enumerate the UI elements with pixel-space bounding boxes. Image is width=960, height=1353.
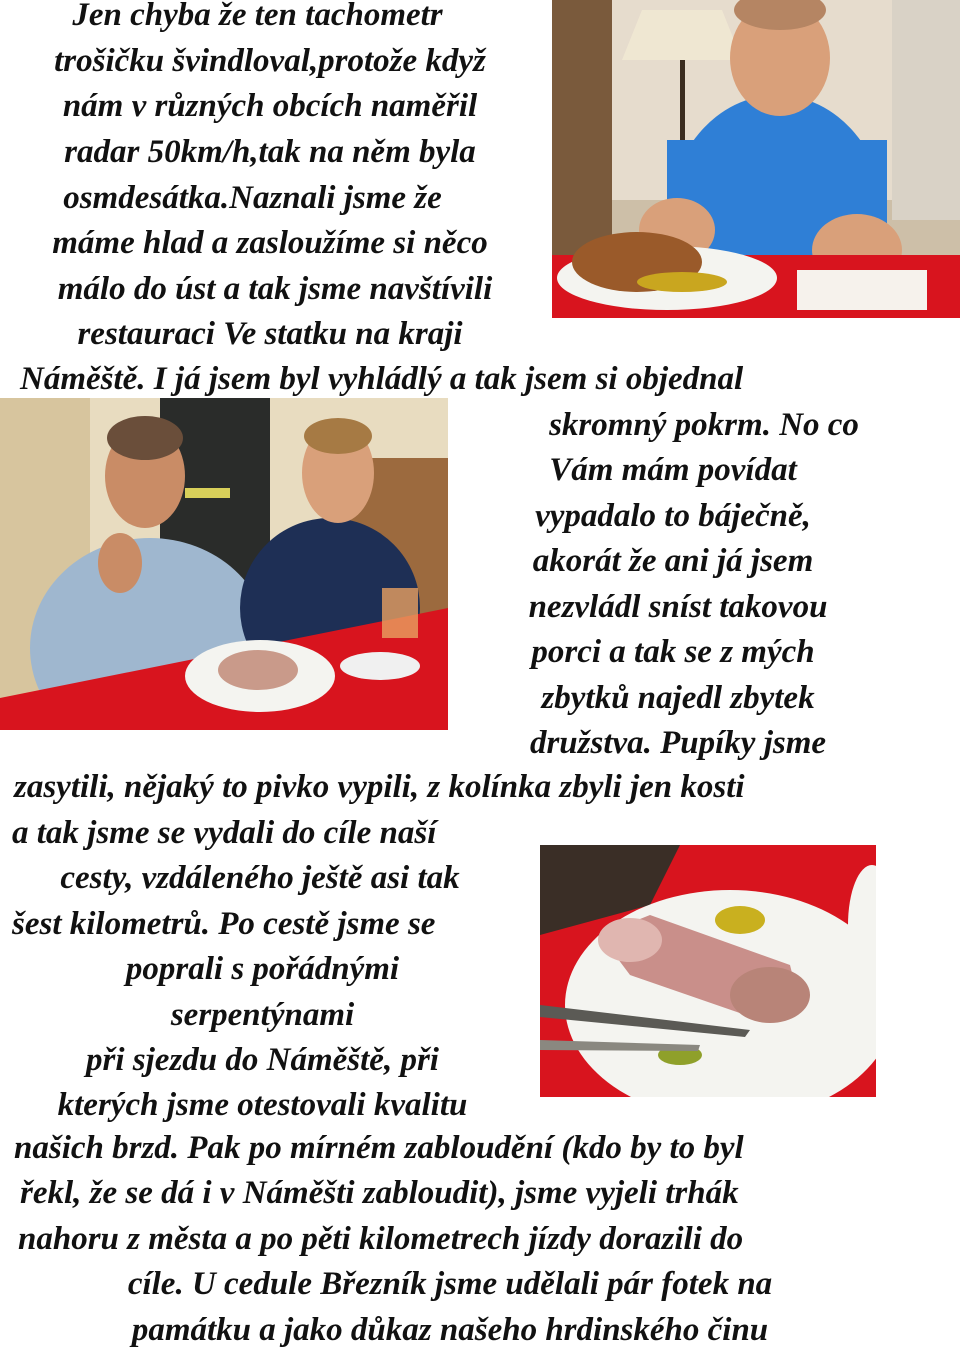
text-line: akorát že ani já jsem <box>532 543 814 579</box>
photo-plate-leftover-bone <box>540 845 876 1097</box>
text-line: málo do úst a tak jsme navštívili <box>57 271 493 307</box>
text-line: zbytků najedl zbytek <box>541 680 815 716</box>
text-line: řekl, že se dá i v Náměšti zabloudit), jsme vyjeli trhák <box>20 1175 739 1211</box>
text-line: poprali s pořádnými <box>125 951 400 987</box>
text-line: památku a jako důkaz našeho hrdinského činu <box>131 1312 769 1348</box>
text-line: nám v různých obcích naměřil <box>62 88 478 124</box>
text-line: radar 50km/h,tak na něm byla <box>64 134 476 170</box>
text-line: šest kilometrů. Po cestě jsme se <box>12 906 436 942</box>
text-line: Jen chyba že ten tachometr <box>72 0 443 33</box>
text-line: a tak jsme se vydali do cíle naší <box>12 815 437 851</box>
photo-two-men-at-table <box>0 398 448 730</box>
text-line: nezvládl sníst takovou <box>528 589 828 625</box>
text-line: zasytili, nějaký to pivko vypili, z kolínka zbyli jen kosti <box>14 769 745 805</box>
text-line: nahoru z města a po pěti kilometrech jízdy dorazili do <box>18 1221 744 1257</box>
text-line: restauraci Ve statku na kraji <box>77 316 463 352</box>
text-line: skromný pokrm. No co <box>549 407 859 443</box>
text-line: Vám mám povídat <box>549 452 797 488</box>
text-line: máme hlad a zasloužíme si něco <box>52 225 488 261</box>
text-line: kterých jsme otestovali kvalitu <box>57 1087 468 1123</box>
text-line: porci a tak se z mých <box>531 634 815 670</box>
text-line: družstva. Pupíky jsme <box>529 725 827 761</box>
text-line: osmdesátka.Naznali jsme že <box>63 180 442 216</box>
text-line: cíle. U cedule Březník jsme udělali pár fotek na <box>127 1266 773 1302</box>
photo-man-blue-shirt <box>552 0 960 318</box>
photo-two-men-at-table-image <box>0 398 448 730</box>
text-line: našich brzd. Pak po mírném zabloudění (kdo by to byl <box>14 1130 744 1166</box>
text-line: vypadalo to báječně, <box>535 498 811 534</box>
text-line: cesty, vzdáleného ještě asi tak <box>60 860 460 896</box>
text-line: serpentýnami <box>170 997 355 1033</box>
text-line: Náměště. I já jsem byl vyhládlý a tak jsem si objednal <box>20 361 744 397</box>
photo-man-blue-shirt-image <box>552 0 960 318</box>
text-line: trošičku švindloval,protože když <box>54 43 486 79</box>
text-line: při sjezdu do Náměště, při <box>86 1042 439 1078</box>
photo-plate-leftover-bone-image <box>540 845 876 1097</box>
